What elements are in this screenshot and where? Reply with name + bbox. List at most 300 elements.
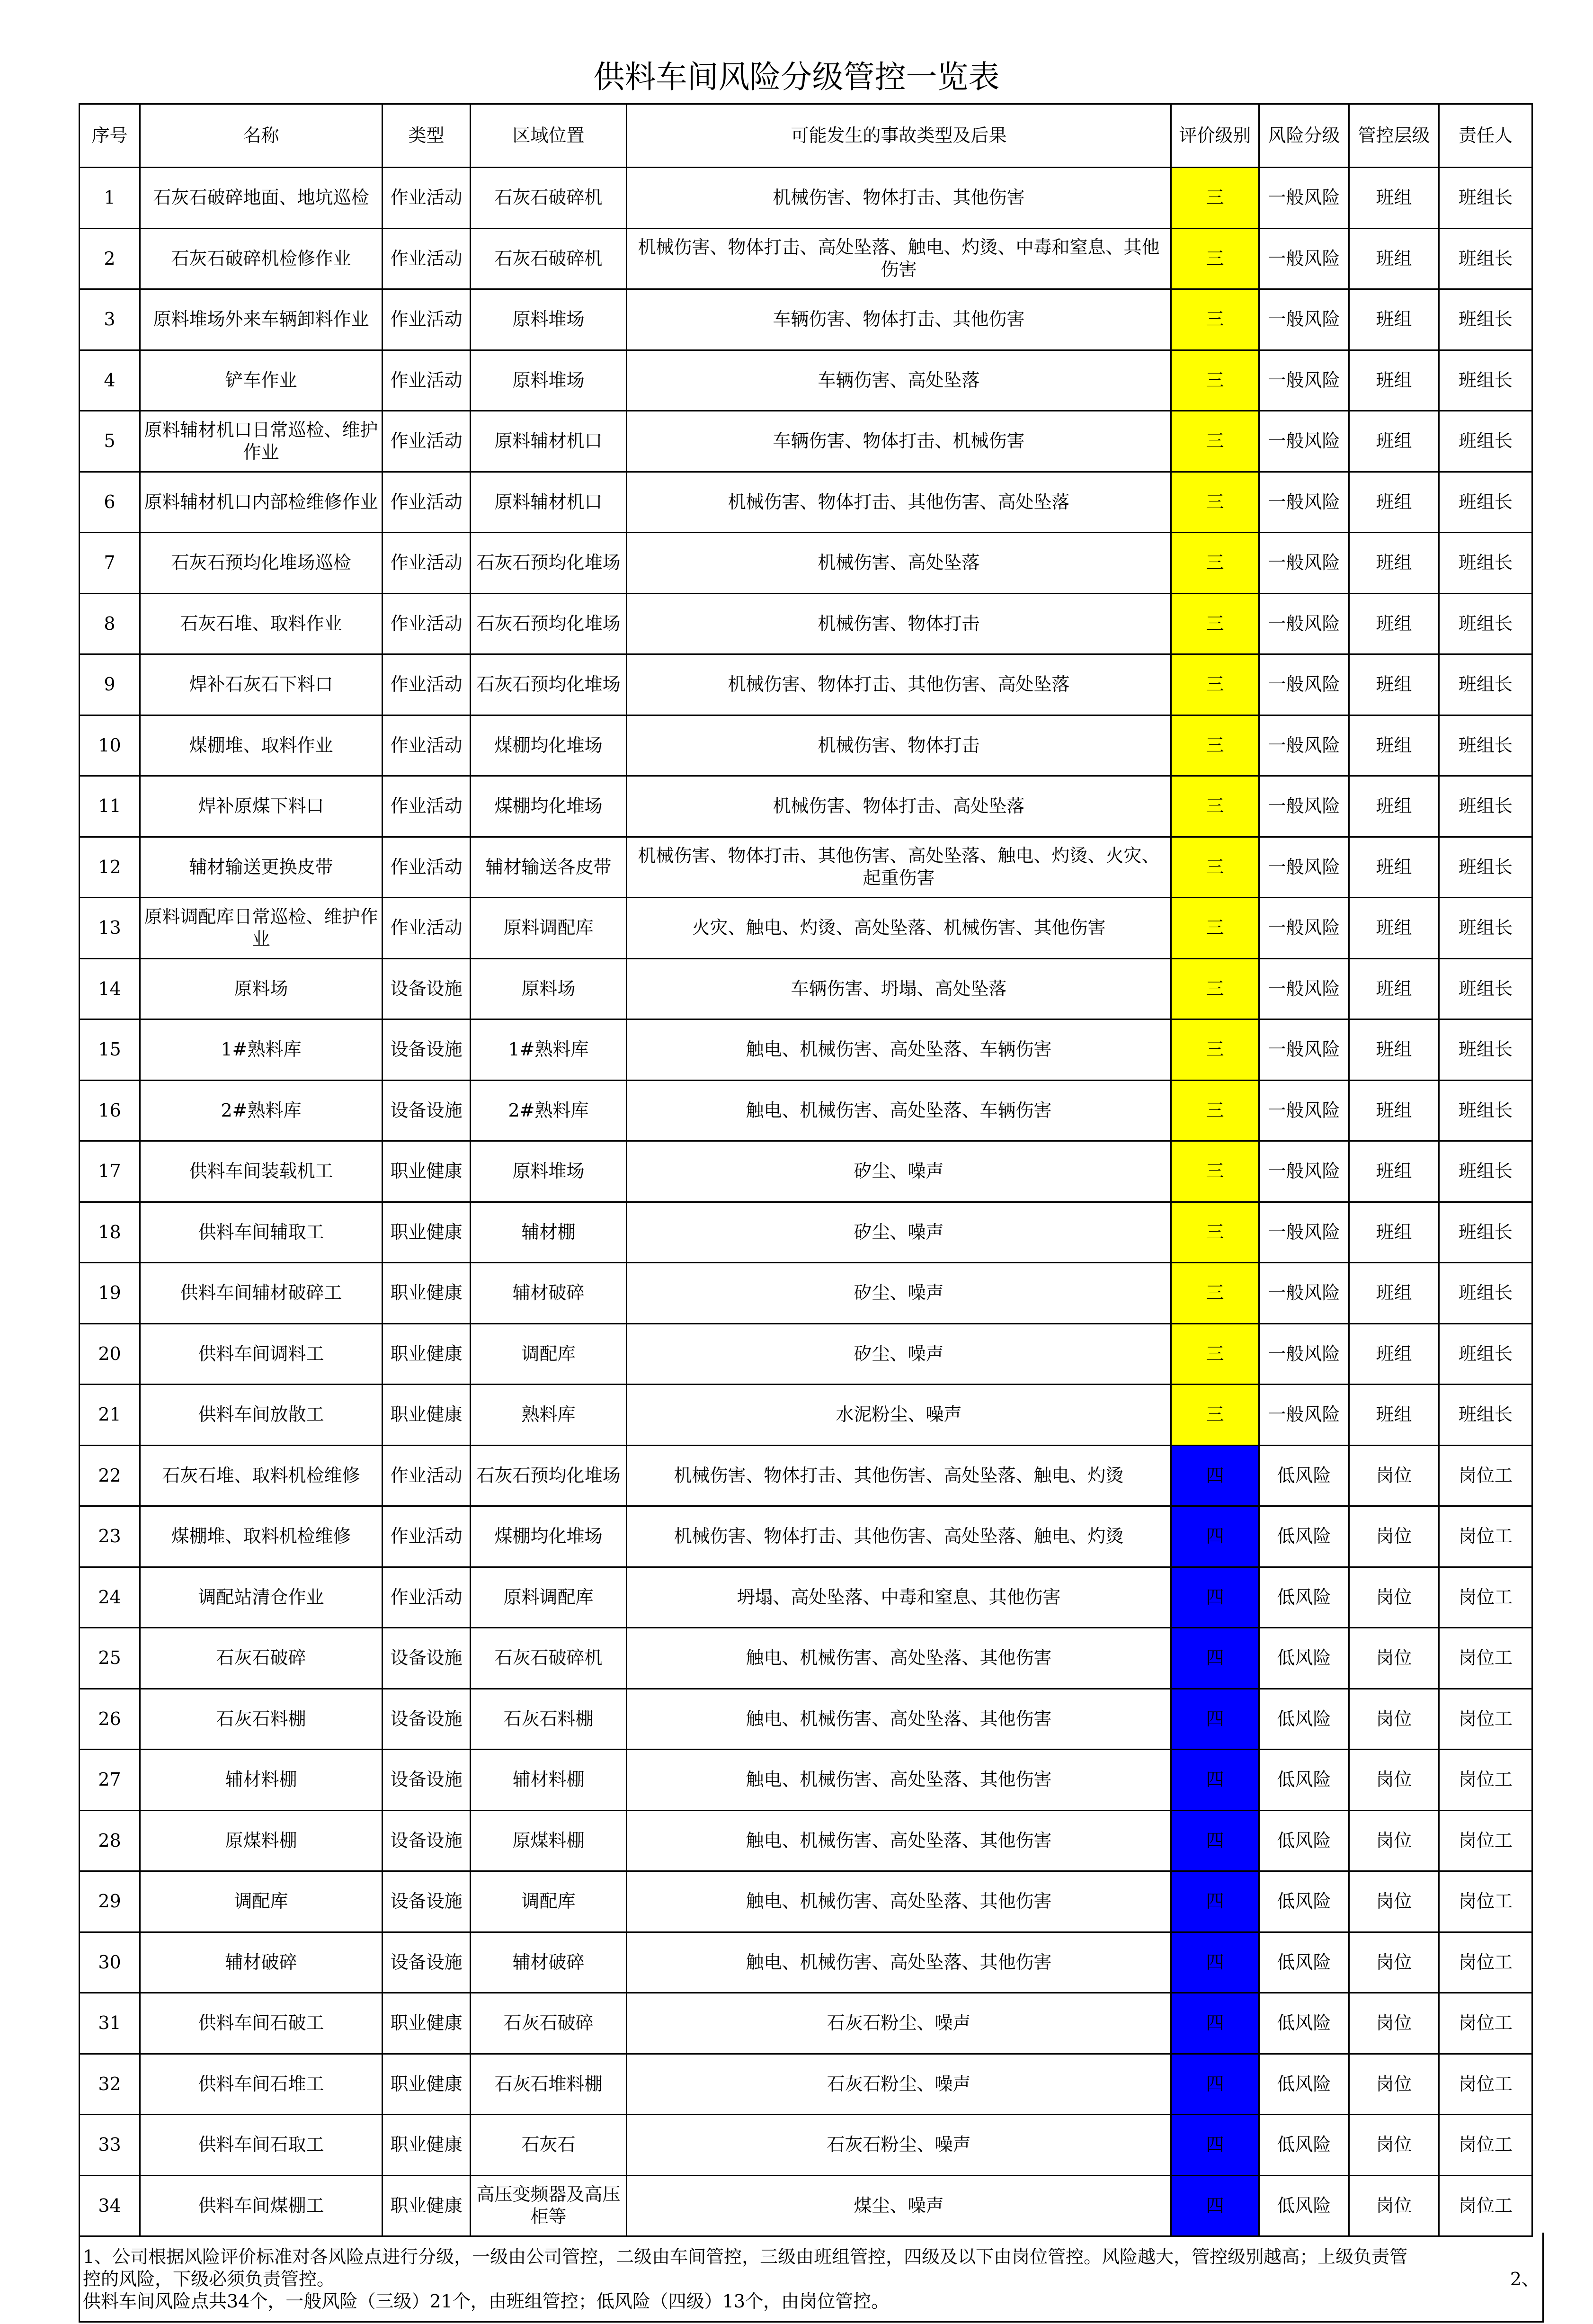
cell-consequences: 机械伤害、高处坠落: [627, 533, 1171, 594]
cell-name: 石灰石预均化堆场巡检: [140, 533, 383, 594]
cell-location: 2#熟料库: [471, 1080, 627, 1141]
cell-risk-grade: 一般风险: [1259, 1263, 1349, 1324]
cell-risk-grade: 低风险: [1259, 2054, 1349, 2115]
cell-index: 11: [80, 776, 140, 837]
cell-index: 19: [80, 1263, 140, 1324]
footnote-line2-right: 2、: [1510, 2269, 1540, 2289]
cell-control-level: 岗位: [1349, 1445, 1439, 1506]
cell-type: 作业活动: [383, 411, 471, 472]
cell-index: 25: [80, 1628, 140, 1689]
cell-index: 33: [80, 2115, 140, 2176]
cell-location: 煤棚均化堆场: [471, 1506, 627, 1567]
page-title: 供料车间风险分级管控一览表: [593, 59, 1000, 95]
cell-eval-level: 三: [1171, 593, 1259, 654]
cell-name: 供料车间煤棚工: [140, 2175, 383, 2236]
cell-consequences: 水泥粉尘、噪声: [627, 1385, 1171, 1446]
cell-index: 1: [80, 168, 140, 229]
cell-eval-level: 四: [1171, 1871, 1259, 1932]
cell-type: 作业活动: [383, 593, 471, 654]
cell-eval-level: 三: [1171, 958, 1259, 1019]
cell-location: 石灰石破碎: [471, 1993, 627, 2054]
cell-risk-grade: 一般风险: [1259, 533, 1349, 594]
cell-name: 辅材输送更换皮带: [140, 837, 383, 898]
cell-location: 石灰石: [471, 2115, 627, 2176]
cell-type: 作业活动: [383, 654, 471, 715]
cell-consequences: 机械伤害、物体打击、高处坠落、触电、灼烫、中毒和窒息、其他伤害: [627, 228, 1171, 289]
cell-name: 焊补原煤下料口: [140, 776, 383, 837]
cell-control-level: 岗位: [1349, 1628, 1439, 1689]
cell-index: 18: [80, 1202, 140, 1263]
cell-responsible: 班组长: [1439, 533, 1532, 594]
cell-index: 21: [80, 1385, 140, 1446]
cell-location: 石灰石破碎机: [471, 228, 627, 289]
cell-index: 23: [80, 1506, 140, 1567]
cell-eval-level: 三: [1171, 411, 1259, 472]
cell-consequences: 矽尘、噪声: [627, 1323, 1171, 1385]
cell-risk-grade: 低风险: [1259, 1506, 1349, 1567]
cell-risk-grade: 低风险: [1259, 1628, 1349, 1689]
cell-location: 原料堆场: [471, 1141, 627, 1202]
cell-location: 石灰石料棚: [471, 1689, 627, 1750]
table-row: [80, 593, 1532, 654]
cell-location: 原料辅材机口: [471, 411, 627, 472]
table-row: [80, 1993, 1532, 2054]
cell-index: 31: [80, 1993, 140, 2054]
cell-responsible: 班组长: [1439, 776, 1532, 837]
cell-responsible: 岗位工: [1439, 1810, 1532, 1871]
cell-name: 辅材破碎: [140, 1932, 383, 1993]
cell-responsible: 班组长: [1439, 1141, 1532, 1202]
cell-index: 9: [80, 654, 140, 715]
cell-eval-level: 四: [1171, 1932, 1259, 1993]
header-type: 类型: [383, 104, 471, 168]
cell-responsible: 班组长: [1439, 898, 1532, 959]
cell-location: 辅材棚: [471, 1202, 627, 1263]
cell-eval-level: 三: [1171, 168, 1259, 229]
cell-responsible: 班组长: [1439, 593, 1532, 654]
cell-risk-grade: 一般风险: [1259, 1385, 1349, 1446]
cell-location: 原料场: [471, 958, 627, 1019]
cell-location: 石灰石预均化堆场: [471, 533, 627, 594]
cell-consequences: 车辆伤害、物体打击、其他伤害: [627, 289, 1171, 350]
cell-type: 设备设施: [383, 1080, 471, 1141]
cell-type: 职业健康: [383, 2054, 471, 2115]
cell-risk-grade: 低风险: [1259, 2175, 1349, 2236]
cell-control-level: 岗位: [1349, 1932, 1439, 1993]
table-row: [80, 1141, 1532, 1202]
cell-type: 作业活动: [383, 776, 471, 837]
cell-index: 15: [80, 1019, 140, 1081]
cell-control-level: 班组: [1349, 1323, 1439, 1385]
cell-responsible: 班组长: [1439, 228, 1532, 289]
cell-index: 13: [80, 898, 140, 959]
cell-name: 焊补石灰石下料口: [140, 654, 383, 715]
footnote-line2-wrap: [83, 2268, 1540, 2290]
cell-eval-level: 三: [1171, 1080, 1259, 1141]
cell-responsible: 岗位工: [1439, 2175, 1532, 2236]
cell-type: 设备设施: [383, 958, 471, 1019]
cell-index: 6: [80, 472, 140, 533]
cell-responsible: 班组长: [1439, 1019, 1532, 1081]
cell-risk-grade: 一般风险: [1259, 1323, 1349, 1385]
cell-eval-level: 四: [1171, 2175, 1259, 2236]
cell-name: 原煤料棚: [140, 1810, 383, 1871]
cell-index: 17: [80, 1141, 140, 1202]
cell-name: 原料调配库日常巡检、维护作业: [140, 898, 383, 959]
cell-responsible: 班组长: [1439, 958, 1532, 1019]
cell-consequences: 触电、机械伤害、高处坠落、其他伤害: [627, 1810, 1171, 1871]
cell-name: 原料辅材机口日常巡检、维护作业: [140, 411, 383, 472]
cell-control-level: 班组: [1349, 1019, 1439, 1081]
cell-responsible: 班组长: [1439, 350, 1532, 411]
cell-type: 设备设施: [383, 1689, 471, 1750]
cell-eval-level: 三: [1171, 350, 1259, 411]
cell-control-level: 班组: [1349, 472, 1439, 533]
cell-consequences: 矽尘、噪声: [627, 1263, 1171, 1324]
cell-location: 辅材破碎: [471, 1263, 627, 1324]
table-row: [80, 1323, 1532, 1385]
cell-type: 设备设施: [383, 1810, 471, 1871]
cell-risk-grade: 低风险: [1259, 2115, 1349, 2176]
cell-responsible: 岗位工: [1439, 1750, 1532, 1811]
cell-index: 7: [80, 533, 140, 594]
cell-control-level: 班组: [1349, 289, 1439, 350]
cell-consequences: 车辆伤害、高处坠落: [627, 350, 1171, 411]
table-row: [80, 715, 1532, 776]
cell-control-level: 班组: [1349, 837, 1439, 898]
cell-responsible: 班组长: [1439, 1080, 1532, 1141]
cell-risk-grade: 一般风险: [1259, 654, 1349, 715]
table-row: [80, 289, 1532, 350]
table-row: [80, 1567, 1532, 1628]
cell-type: 设备设施: [383, 1871, 471, 1932]
cell-consequences: 触电、机械伤害、高处坠落、其他伤害: [627, 1689, 1171, 1750]
cell-location: 石灰石堆料棚: [471, 2054, 627, 2115]
cell-control-level: 岗位: [1349, 2115, 1439, 2176]
cell-consequences: 机械伤害、物体打击、其他伤害、高处坠落: [627, 472, 1171, 533]
cell-name: 2#熟料库: [140, 1080, 383, 1141]
cell-type: 设备设施: [383, 1750, 471, 1811]
cell-location: 辅材破碎: [471, 1932, 627, 1993]
cell-consequences: 机械伤害、物体打击、其他伤害、高处坠落、触电、灼烫: [627, 1445, 1171, 1506]
cell-risk-grade: 一般风险: [1259, 472, 1349, 533]
cell-index: 12: [80, 837, 140, 898]
cell-responsible: 班组长: [1439, 1323, 1532, 1385]
cell-type: 设备设施: [383, 1932, 471, 1993]
cell-location: 原煤料棚: [471, 1810, 627, 1871]
cell-index: 8: [80, 593, 140, 654]
cell-name: 辅材料棚: [140, 1750, 383, 1811]
cell-eval-level: 四: [1171, 1445, 1259, 1506]
cell-type: 作业活动: [383, 168, 471, 229]
table-row: [80, 1628, 1532, 1689]
cell-consequences: 火灾、触电、灼烫、高处坠落、机械伤害、其他伤害: [627, 898, 1171, 959]
cell-name: 调配站清仓作业: [140, 1567, 383, 1628]
footnote-line1: 1、公司根据风险评价标准对各风险点进行分级，一级由公司管控，二级由车间管控，三级由班组管控，四级及以下由岗位管控。风险越大，管控级别越高；上级负责管: [83, 2246, 1408, 2267]
cell-control-level: 班组: [1349, 958, 1439, 1019]
cell-location: 石灰石预均化堆场: [471, 1445, 627, 1506]
header-risk-grade: 风险分级: [1259, 104, 1349, 168]
cell-index: 32: [80, 2054, 140, 2115]
cell-name: 原料堆场外来车辆卸料作业: [140, 289, 383, 350]
cell-location: 高压变频器及高压柜等: [471, 2175, 627, 2236]
cell-eval-level: 三: [1171, 1263, 1259, 1324]
table-row: [80, 776, 1532, 837]
cell-consequences: 机械伤害、物体打击、其他伤害、高处坠落、触电、灼烫、火灾、起重伤害: [627, 837, 1171, 898]
cell-consequences: 触电、机械伤害、高处坠落、其他伤害: [627, 1871, 1171, 1932]
cell-control-level: 班组: [1349, 1080, 1439, 1141]
table-row: [80, 228, 1532, 289]
table-row: [80, 1263, 1532, 1324]
cell-eval-level: 三: [1171, 1323, 1259, 1385]
cell-eval-level: 四: [1171, 2054, 1259, 2115]
cell-control-level: 岗位: [1349, 1689, 1439, 1750]
cell-control-level: 岗位: [1349, 1750, 1439, 1811]
cell-consequences: 机械伤害、物体打击、其他伤害: [627, 168, 1171, 229]
table-row: [80, 1810, 1532, 1871]
cell-eval-level: 四: [1171, 2115, 1259, 2176]
cell-control-level: 班组: [1349, 1141, 1439, 1202]
cell-index: 26: [80, 1689, 140, 1750]
header-name: 名称: [140, 104, 383, 168]
cell-control-level: 岗位: [1349, 2054, 1439, 2115]
table-row: [80, 533, 1532, 594]
cell-consequences: 坍塌、高处坠落、中毒和窒息、其他伤害: [627, 1567, 1171, 1628]
cell-index: 20: [80, 1323, 140, 1385]
cell-location: 石灰石破碎机: [471, 168, 627, 229]
cell-type: 职业健康: [383, 2115, 471, 2176]
cell-responsible: 岗位工: [1439, 1567, 1532, 1628]
cell-control-level: 班组: [1349, 593, 1439, 654]
cell-control-level: 岗位: [1349, 1810, 1439, 1871]
cell-consequences: 机械伤害、物体打击: [627, 715, 1171, 776]
cell-index: 22: [80, 1445, 140, 1506]
cell-eval-level: 四: [1171, 1628, 1259, 1689]
cell-name: 原料场: [140, 958, 383, 1019]
cell-responsible: 岗位工: [1439, 2115, 1532, 2176]
cell-consequences: 机械伤害、物体打击: [627, 593, 1171, 654]
cell-type: 作业活动: [383, 228, 471, 289]
table-row: [80, 2054, 1532, 2115]
cell-location: 辅材料棚: [471, 1750, 627, 1811]
cell-eval-level: 三: [1171, 776, 1259, 837]
cell-control-level: 班组: [1349, 411, 1439, 472]
cell-risk-grade: 低风险: [1259, 1871, 1349, 1932]
cell-eval-level: 三: [1171, 472, 1259, 533]
cell-type: 职业健康: [383, 1993, 471, 2054]
cell-eval-level: 三: [1171, 228, 1259, 289]
cell-type: 作业活动: [383, 898, 471, 959]
table-row: [80, 168, 1532, 229]
cell-eval-level: 四: [1171, 1750, 1259, 1811]
cell-responsible: 班组长: [1439, 1385, 1532, 1446]
cell-control-level: 岗位: [1349, 2175, 1439, 2236]
cell-control-level: 班组: [1349, 898, 1439, 959]
footnote-line2: 控的风险，下级必须负责管控。: [83, 2269, 335, 2289]
cell-risk-grade: 一般风险: [1259, 1141, 1349, 1202]
table-row: [80, 2115, 1532, 2176]
cell-eval-level: 三: [1171, 289, 1259, 350]
cell-responsible: 班组长: [1439, 837, 1532, 898]
cell-consequences: 触电、机械伤害、高处坠落、其他伤害: [627, 1628, 1171, 1689]
cell-type: 作业活动: [383, 837, 471, 898]
cell-name: 供料车间放散工: [140, 1385, 383, 1446]
cell-eval-level: 四: [1171, 1810, 1259, 1871]
cell-eval-level: 四: [1171, 1689, 1259, 1750]
table-row: [80, 411, 1532, 472]
cell-eval-level: 三: [1171, 1385, 1259, 1446]
cell-location: 石灰石破碎机: [471, 1628, 627, 1689]
cell-risk-grade: 低风险: [1259, 1993, 1349, 2054]
cell-responsible: 班组长: [1439, 472, 1532, 533]
cell-type: 作业活动: [383, 1567, 471, 1628]
cell-index: 30: [80, 1932, 140, 1993]
cell-consequences: 触电、机械伤害、高处坠落、其他伤害: [627, 1932, 1171, 1993]
cell-name: 石灰石破碎: [140, 1628, 383, 1689]
cell-consequences: 石灰石粉尘、噪声: [627, 2115, 1171, 2176]
table-row: [80, 898, 1532, 959]
cell-control-level: 班组: [1349, 350, 1439, 411]
cell-eval-level: 四: [1171, 1506, 1259, 1567]
table-row: [80, 350, 1532, 411]
cell-eval-level: 三: [1171, 1202, 1259, 1263]
cell-location: 石灰石预均化堆场: [471, 593, 627, 654]
cell-risk-grade: 一般风险: [1259, 958, 1349, 1019]
cell-risk-grade: 一般风险: [1259, 776, 1349, 837]
table-row: [80, 1506, 1532, 1567]
cell-location: 原料调配库: [471, 898, 627, 959]
cell-type: 作业活动: [383, 1445, 471, 1506]
header-control-level: 管控层级: [1349, 104, 1439, 168]
cell-location: 原料辅材机口: [471, 472, 627, 533]
cell-eval-level: 三: [1171, 837, 1259, 898]
cell-index: 27: [80, 1750, 140, 1811]
cell-risk-grade: 低风险: [1259, 1445, 1349, 1506]
cell-responsible: 岗位工: [1439, 1932, 1532, 1993]
header-responsible: 责任人: [1439, 104, 1532, 168]
cell-name: 石灰石破碎地面、地坑巡检: [140, 168, 383, 229]
cell-control-level: 班组: [1349, 168, 1439, 229]
cell-consequences: 机械伤害、物体打击、其他伤害、高处坠落: [627, 654, 1171, 715]
cell-consequences: 矽尘、噪声: [627, 1202, 1171, 1263]
table-row: [80, 472, 1532, 533]
cell-index: 24: [80, 1567, 140, 1628]
header-location: 区域位置: [471, 104, 627, 168]
cell-risk-grade: 一般风险: [1259, 350, 1349, 411]
cell-risk-grade: 一般风险: [1259, 715, 1349, 776]
table-row: [80, 1871, 1532, 1932]
cell-type: 作业活动: [383, 289, 471, 350]
cell-type: 作业活动: [383, 715, 471, 776]
cell-name: 石灰石堆、取料机检维修: [140, 1445, 383, 1506]
cell-index: 29: [80, 1871, 140, 1932]
cell-risk-grade: 一般风险: [1259, 1080, 1349, 1141]
cell-eval-level: 三: [1171, 654, 1259, 715]
cell-type: 职业健康: [383, 1141, 471, 1202]
cell-name: 1#熟料库: [140, 1019, 383, 1081]
cell-consequences: 触电、机械伤害、高处坠落、车辆伤害: [627, 1019, 1171, 1081]
cell-eval-level: 四: [1171, 1567, 1259, 1628]
cell-eval-level: 四: [1171, 1993, 1259, 2054]
cell-location: 熟料库: [471, 1385, 627, 1446]
cell-responsible: 班组长: [1439, 1263, 1532, 1324]
cell-index: 4: [80, 350, 140, 411]
cell-risk-grade: 低风险: [1259, 1810, 1349, 1871]
risk-table: [79, 103, 1533, 2237]
cell-type: 作业活动: [383, 533, 471, 594]
cell-control-level: 班组: [1349, 1263, 1439, 1324]
cell-index: 3: [80, 289, 140, 350]
cell-name: 原料辅材机口内部检维修作业: [140, 472, 383, 533]
cell-location: 煤棚均化堆场: [471, 715, 627, 776]
cell-responsible: 岗位工: [1439, 1628, 1532, 1689]
table-row: [80, 1080, 1532, 1141]
cell-type: 作业活动: [383, 1506, 471, 1567]
cell-index: 34: [80, 2175, 140, 2236]
table-row: [80, 1750, 1532, 1811]
cell-risk-grade: 一般风险: [1259, 1019, 1349, 1081]
cell-consequences: 触电、机械伤害、高处坠落、其他伤害: [627, 1750, 1171, 1811]
cell-responsible: 岗位工: [1439, 1445, 1532, 1506]
cell-responsible: 班组长: [1439, 168, 1532, 229]
cell-location: 调配库: [471, 1871, 627, 1932]
cell-type: 职业健康: [383, 1263, 471, 1324]
footnote-line3: 供料车间风险点共34个，一般风险（三级）21个，由班组管控；低风险（四级）13个，由岗位管控。: [83, 2291, 890, 2312]
cell-consequences: 车辆伤害、坍塌、高处坠落: [627, 958, 1171, 1019]
cell-risk-grade: 低风险: [1259, 1932, 1349, 1993]
cell-name: 供料车间辅材破碎工: [140, 1263, 383, 1324]
cell-risk-grade: 一般风险: [1259, 1202, 1349, 1263]
header-row: [80, 104, 1532, 168]
cell-control-level: 岗位: [1349, 1871, 1439, 1932]
footnote: [79, 2233, 1544, 2323]
cell-control-level: 班组: [1349, 715, 1439, 776]
cell-type: 职业健康: [383, 1385, 471, 1446]
cell-index: 10: [80, 715, 140, 776]
cell-control-level: 班组: [1349, 533, 1439, 594]
cell-consequences: 机械伤害、物体打击、高处坠落: [627, 776, 1171, 837]
table-row: [80, 1932, 1532, 1993]
cell-responsible: 班组长: [1439, 1202, 1532, 1263]
cell-control-level: 班组: [1349, 654, 1439, 715]
cell-name: 煤棚堆、取料作业: [140, 715, 383, 776]
header-eval-level: 评价级别: [1171, 104, 1259, 168]
cell-name: 煤棚堆、取料机检维修: [140, 1506, 383, 1567]
cell-location: 1#熟料库: [471, 1019, 627, 1081]
cell-location: 原料堆场: [471, 350, 627, 411]
table-row: [80, 1445, 1532, 1506]
cell-consequences: 触电、机械伤害、高处坠落、车辆伤害: [627, 1080, 1171, 1141]
cell-type: 设备设施: [383, 1019, 471, 1081]
cell-name: 供料车间石破工: [140, 1993, 383, 2054]
cell-location: 调配库: [471, 1323, 627, 1385]
cell-risk-grade: 一般风险: [1259, 289, 1349, 350]
cell-name: 石灰石堆、取料作业: [140, 593, 383, 654]
cell-risk-grade: 低风险: [1259, 1689, 1349, 1750]
cell-control-level: 岗位: [1349, 1993, 1439, 2054]
cell-responsible: 班组长: [1439, 715, 1532, 776]
cell-risk-grade: 一般风险: [1259, 168, 1349, 229]
table-row: [80, 1202, 1532, 1263]
table-row: [80, 958, 1532, 1019]
cell-responsible: 岗位工: [1439, 1506, 1532, 1567]
cell-location: 辅材输送各皮带: [471, 837, 627, 898]
cell-eval-level: 三: [1171, 898, 1259, 959]
cell-name: 铲车作业: [140, 350, 383, 411]
cell-location: 石灰石预均化堆场: [471, 654, 627, 715]
cell-control-level: 班组: [1349, 228, 1439, 289]
cell-risk-grade: 一般风险: [1259, 898, 1349, 959]
